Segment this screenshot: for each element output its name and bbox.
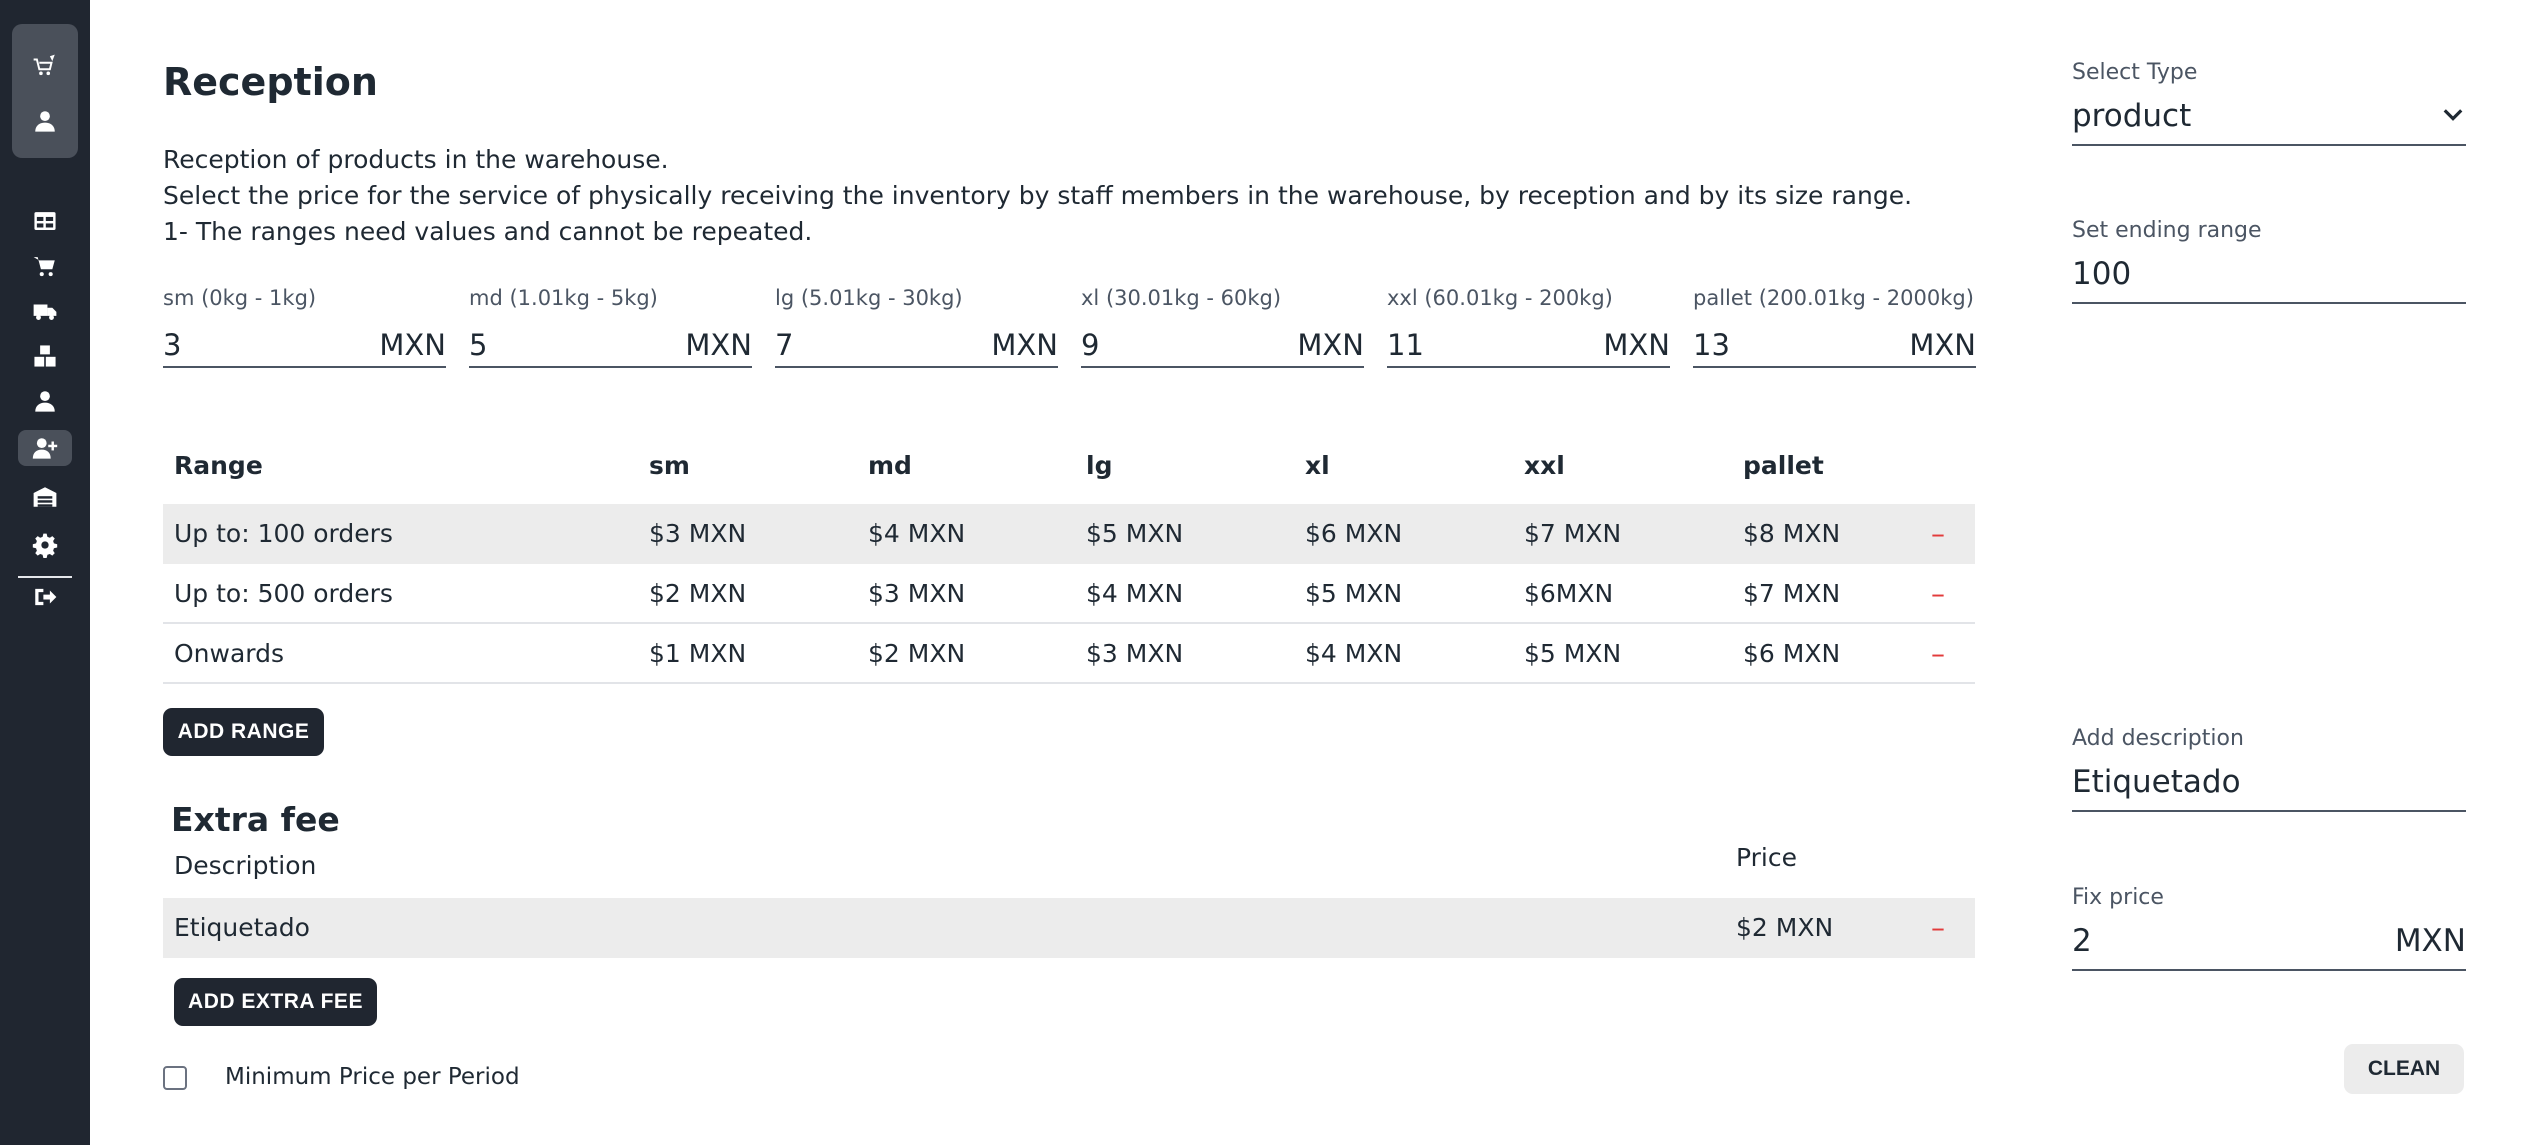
price-cell: $7 MXN: [1743, 579, 1841, 608]
gear-icon[interactable]: [0, 525, 90, 565]
size-field-xxl[interactable]: [1387, 286, 1670, 368]
field-underline: [2072, 969, 2466, 971]
field-underline: [2072, 144, 2466, 146]
ending-range-label: Set ending range: [2072, 218, 2262, 243]
size-label: md (1.01kg - 5kg): [469, 286, 658, 310]
size-value[interactable]: 13: [1693, 328, 1730, 362]
extra-fee-description: Etiquetado: [174, 913, 310, 942]
size-value[interactable]: 9: [1081, 328, 1100, 362]
edit-panel: [2072, 0, 2466, 1145]
price-cell: $8 MXN: [1743, 519, 1841, 548]
price-cell: $1 MXN: [649, 639, 747, 668]
price-cell: $4 MXN: [1086, 579, 1184, 608]
field-underline: [1081, 366, 1364, 368]
min-price-label: Minimum Price per Period: [225, 1064, 520, 1090]
header-pallet: pallet: [1743, 451, 1824, 480]
size-field-md[interactable]: [469, 286, 752, 368]
logo-cart-icon[interactable]: [0, 46, 90, 86]
extra-fee-title: Extra fee: [171, 800, 340, 839]
size-unit: MXN: [379, 328, 446, 362]
remove-row-button[interactable]: –: [1931, 577, 1945, 610]
range-cell: Up to: 100 orders: [174, 519, 393, 548]
select-type-dropdown[interactable]: [2072, 60, 2466, 150]
page-title: Reception: [163, 60, 378, 104]
dashboard-icon[interactable]: [0, 201, 90, 241]
extra-fee-row: [163, 898, 1975, 958]
select-type-value[interactable]: product: [2072, 98, 2192, 134]
size-label: xxl (60.01kg - 200kg): [1387, 286, 1613, 310]
size-field-sm[interactable]: [163, 286, 446, 368]
table-header-row: [163, 436, 1975, 496]
logout-icon[interactable]: [0, 577, 90, 617]
price-cell: $3 MXN: [1086, 639, 1184, 668]
fix-price-label: Fix price: [2072, 885, 2164, 910]
size-value[interactable]: 3: [163, 328, 182, 362]
warehouse-icon[interactable]: [0, 477, 90, 517]
extra-fee-header-description: Description: [174, 851, 317, 880]
chevron-down-icon[interactable]: [2442, 104, 2464, 126]
fix-price-input[interactable]: [2072, 885, 2466, 975]
header-lg: lg: [1086, 451, 1113, 480]
header-xxl: xxl: [1524, 451, 1565, 480]
header-sm: sm: [649, 451, 690, 480]
user-plus-icon[interactable]: [0, 428, 90, 468]
size-label: lg (5.01kg - 30kg): [775, 286, 963, 310]
field-underline: [163, 366, 446, 368]
size-label: pallet (200.01kg - 2000kg): [1693, 286, 1974, 310]
price-cell: $5 MXN: [1524, 639, 1622, 668]
add-range-button[interactable]: ADD RANGE: [163, 708, 324, 756]
extra-fee-header-price: Price: [1736, 843, 1797, 872]
size-value[interactable]: 7: [775, 328, 794, 362]
field-underline: [775, 366, 1058, 368]
boxes-icon[interactable]: [0, 336, 90, 376]
description-line-3: 1- The ranges need values and cannot be repeated.: [163, 217, 813, 246]
table-row: [163, 624, 1975, 684]
range-cell: Up to: 500 orders: [174, 579, 393, 608]
table-row: [163, 504, 1975, 564]
clean-button[interactable]: CLEAN: [2344, 1044, 2464, 1094]
price-cell: $2 MXN: [649, 579, 747, 608]
price-cell: $6 MXN: [1743, 639, 1841, 668]
price-cell: $7 MXN: [1524, 519, 1622, 548]
price-cell: $6MXN: [1524, 579, 1614, 608]
size-unit: MXN: [1909, 328, 1976, 362]
table-row: [163, 564, 1975, 624]
price-cell: $2 MXN: [868, 639, 966, 668]
field-underline: [1387, 366, 1670, 368]
remove-row-button[interactable]: –: [1931, 517, 1945, 550]
size-value[interactable]: 11: [1387, 328, 1424, 362]
size-value[interactable]: 5: [469, 328, 488, 362]
size-unit: MXN: [1297, 328, 1364, 362]
ending-range-input[interactable]: [2072, 218, 2466, 308]
remove-row-button[interactable]: –: [1931, 637, 1945, 670]
size-field-pallet[interactable]: [1693, 286, 1976, 368]
price-cell: $3 MXN: [649, 519, 747, 548]
size-field-lg[interactable]: [775, 286, 1058, 368]
sidebar: [0, 0, 90, 1145]
add-description-label: Add description: [2072, 726, 2244, 751]
price-cell: $5 MXN: [1305, 579, 1403, 608]
field-underline: [2072, 810, 2466, 812]
ending-range-value[interactable]: 100: [2072, 256, 2132, 292]
min-price-checkbox[interactable]: [163, 1066, 187, 1090]
cart-icon[interactable]: [0, 246, 90, 286]
add-description-value[interactable]: Etiquetado: [2072, 764, 2241, 800]
field-underline: [2072, 302, 2466, 304]
main-content: [163, 0, 1983, 1145]
price-cell: $4 MXN: [868, 519, 966, 548]
price-cell: $6 MXN: [1305, 519, 1403, 548]
remove-extra-fee-button[interactable]: –: [1931, 911, 1945, 944]
size-unit: MXN: [1603, 328, 1670, 362]
profile-icon[interactable]: [0, 101, 90, 141]
description-input[interactable]: [2072, 726, 2466, 816]
add-extra-fee-button[interactable]: ADD EXTRA FEE: [174, 978, 377, 1026]
header-range: Range: [174, 451, 263, 480]
size-unit: MXN: [685, 328, 752, 362]
fix-price-value[interactable]: 2: [2072, 923, 2092, 959]
field-underline: [1693, 366, 1976, 368]
price-cell: $5 MXN: [1086, 519, 1184, 548]
price-cell: $4 MXN: [1305, 639, 1403, 668]
user-icon[interactable]: [0, 381, 90, 421]
extra-fee-price: $2 MXN: [1736, 913, 1834, 942]
truck-icon[interactable]: [0, 291, 90, 331]
header-xl: xl: [1305, 451, 1330, 480]
field-underline: [469, 366, 752, 368]
fix-price-unit: MXN: [2394, 923, 2466, 959]
description-line-1: Reception of products in the warehouse.: [163, 145, 669, 174]
price-cell: $3 MXN: [868, 579, 966, 608]
size-label: sm (0kg - 1kg): [163, 286, 317, 310]
size-unit: MXN: [991, 328, 1058, 362]
size-label: xl (30.01kg - 60kg): [1081, 286, 1282, 310]
range-cell: Onwards: [174, 639, 285, 668]
select-type-label: Select Type: [2072, 60, 2198, 85]
size-field-xl[interactable]: [1081, 286, 1364, 368]
header-md: md: [868, 451, 912, 480]
description-line-2: Select the price for the service of physically receiving the inventory by staff members in the warehouse, by reception and by its size range.: [163, 181, 1913, 210]
